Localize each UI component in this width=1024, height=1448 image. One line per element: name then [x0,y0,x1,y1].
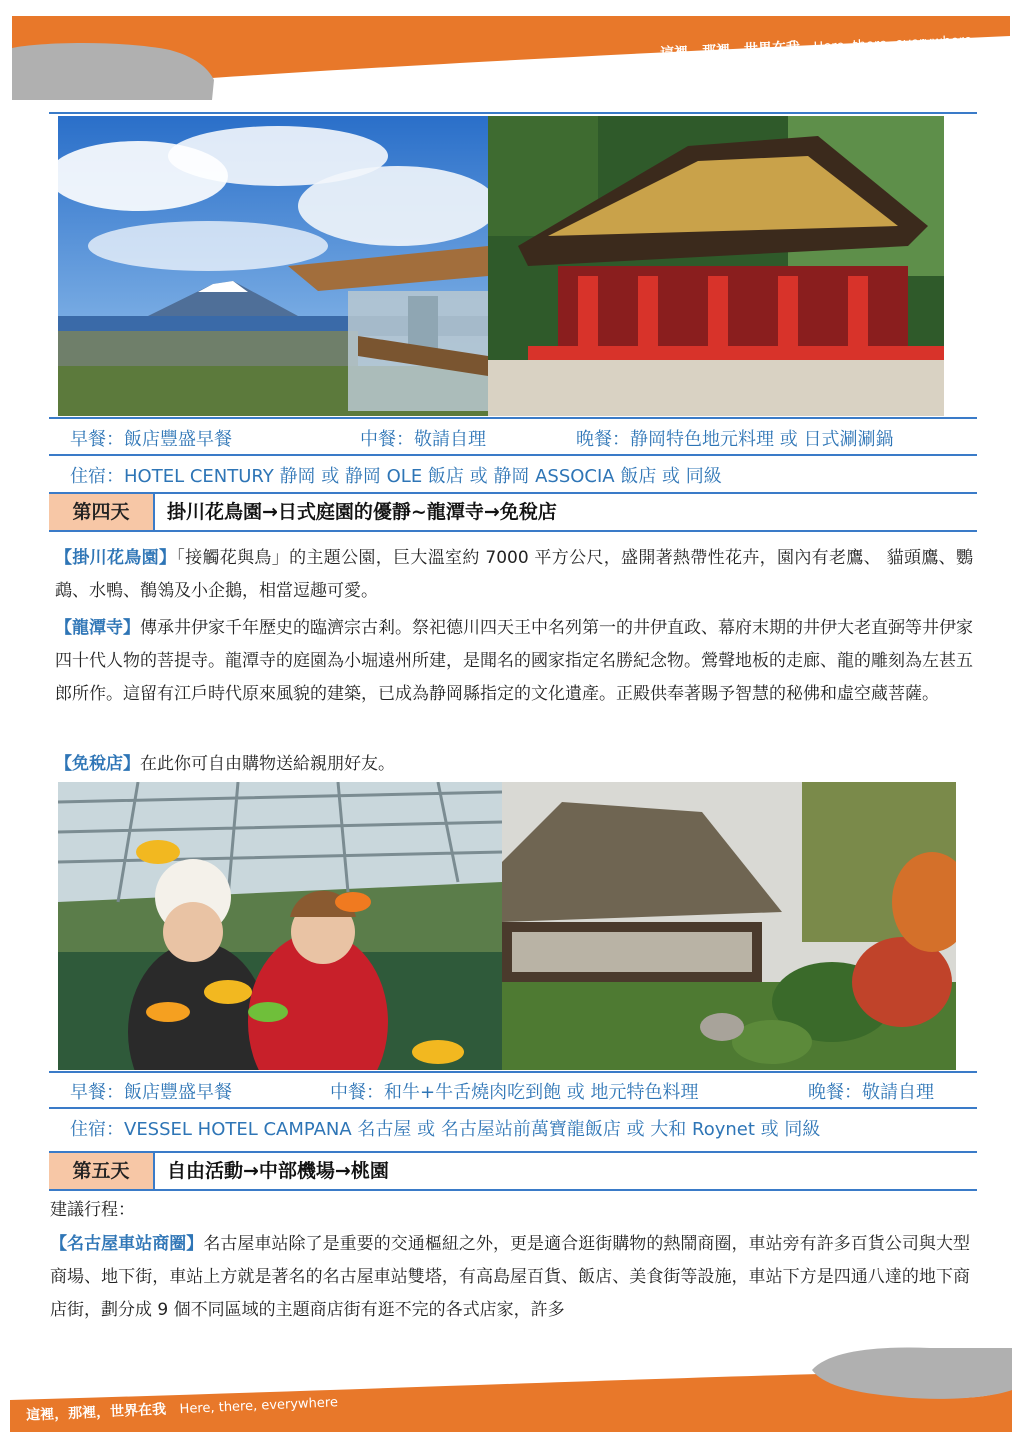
day5-title: 自由活動→中部機場→桃園 [167,1160,389,1182]
header-slogan: 這裡，那裡，世界在我 Here, there, everywhere [659,33,973,62]
breakfast-day3: 早餐：飯店豐盛早餐 [70,429,232,450]
divider-photos2-bottom [49,1071,977,1073]
day4-para-dutyfree: 【免稅店】在此你可自由購物送給親朋好友。 [55,754,395,774]
photo-ryotanji-garden [502,782,956,1070]
stay-day3: 住宿：HOTEL CENTURY 静岡 或 静岡 OLE 飯店 或 静岡 ASSOCIA 飯店 或 同級 [70,466,722,487]
divider-meals-day3 [49,454,977,456]
footer-banner [0,1340,1024,1448]
breakfast-day4: 早餐：飯店豐盛早餐 [70,1082,232,1103]
day5-label: 第五天 [49,1153,155,1189]
divider-photos-bottom [49,417,977,419]
day4-para-ryotanji: 【龍潭寺】傳承井伊家千年歷史的臨濟宗古剎。祭祀德川四天王中名列第一的井伊直政、幕府末期的井伊大老直弼等井伊家四十代人物的菩提寺。龍潭寺的庭園為小堀遠州所建，是聞名的國家指定名勝紀念物。鶯聲地板的走廊、龍的雕刻為左甚五郎所作。這留有江戶時代原來風貌的建築，已成為静岡縣指定的文化遺產。正殿供奉著賜予智慧的秘佛和虛空蔵菩薩。 [55,618,973,704]
day4-header [49,492,977,532]
photo-kakegawa-bird-park [58,782,502,1070]
lunch-day4: 中餐：和牛+牛舌燒肉吃到飽 或 地元特色料理 [330,1082,699,1103]
stay-day4: 住宿：VESSEL HOTEL CAMPANA 名古屋 或 名古屋站前萬寶龍飯店 或 大和 Roynet 或 同級 [70,1119,821,1140]
header-banner [0,0,1024,110]
photo-mount-fuji-terrace [58,116,488,416]
divider-top [49,112,977,114]
day4-para-kakegawa: 【掛川花鳥園】「接觸花與鳥」的主題公園，巨大溫室約 7000 平方公尺，盛開著熱帶性花卉，園內有老鷹、 貓頭鷹、鸚鵡、水鴨、鶺鴒及小企鵝，相當逗趣可愛。 [55,548,973,601]
dinner-day3: 晚餐：静岡特色地元料理 或 日式涮涮鍋 [576,429,894,450]
dinner-day4: 晚餐：敬請自理 [808,1082,934,1103]
day5-intro: 建議行程： [50,1200,135,1220]
lunch-day3: 中餐：敬請自理 [360,429,486,450]
day5-header [49,1151,977,1191]
footer-slogan: 這裡，那裡，世界在我 Here, there, everywhere [25,1395,339,1424]
divider-meals-day4 [49,1107,977,1109]
day4-label: 第四天 [49,494,155,530]
day5-para-nagoya-station: 【名古屋車站商圈】名古屋車站除了是重要的交通樞紐之外，更是適合逛街購物的熱鬧商圈，車站旁有許多百貨公司與大型商場、地下街，車站上方就是著名的名古屋車站雙塔，有高島屋百貨、飯店、美食街等設施，車站下方是四通八達的地下商店街，劃分成 9 個不同區域的主題商店街有逛不完的各式店家，許多 [50,1234,971,1320]
photo-kunozan-shrine [488,116,944,416]
day4-title: 掛川花鳥園→日式庭園的優靜~龍潭寺→免稅店 [167,501,557,523]
